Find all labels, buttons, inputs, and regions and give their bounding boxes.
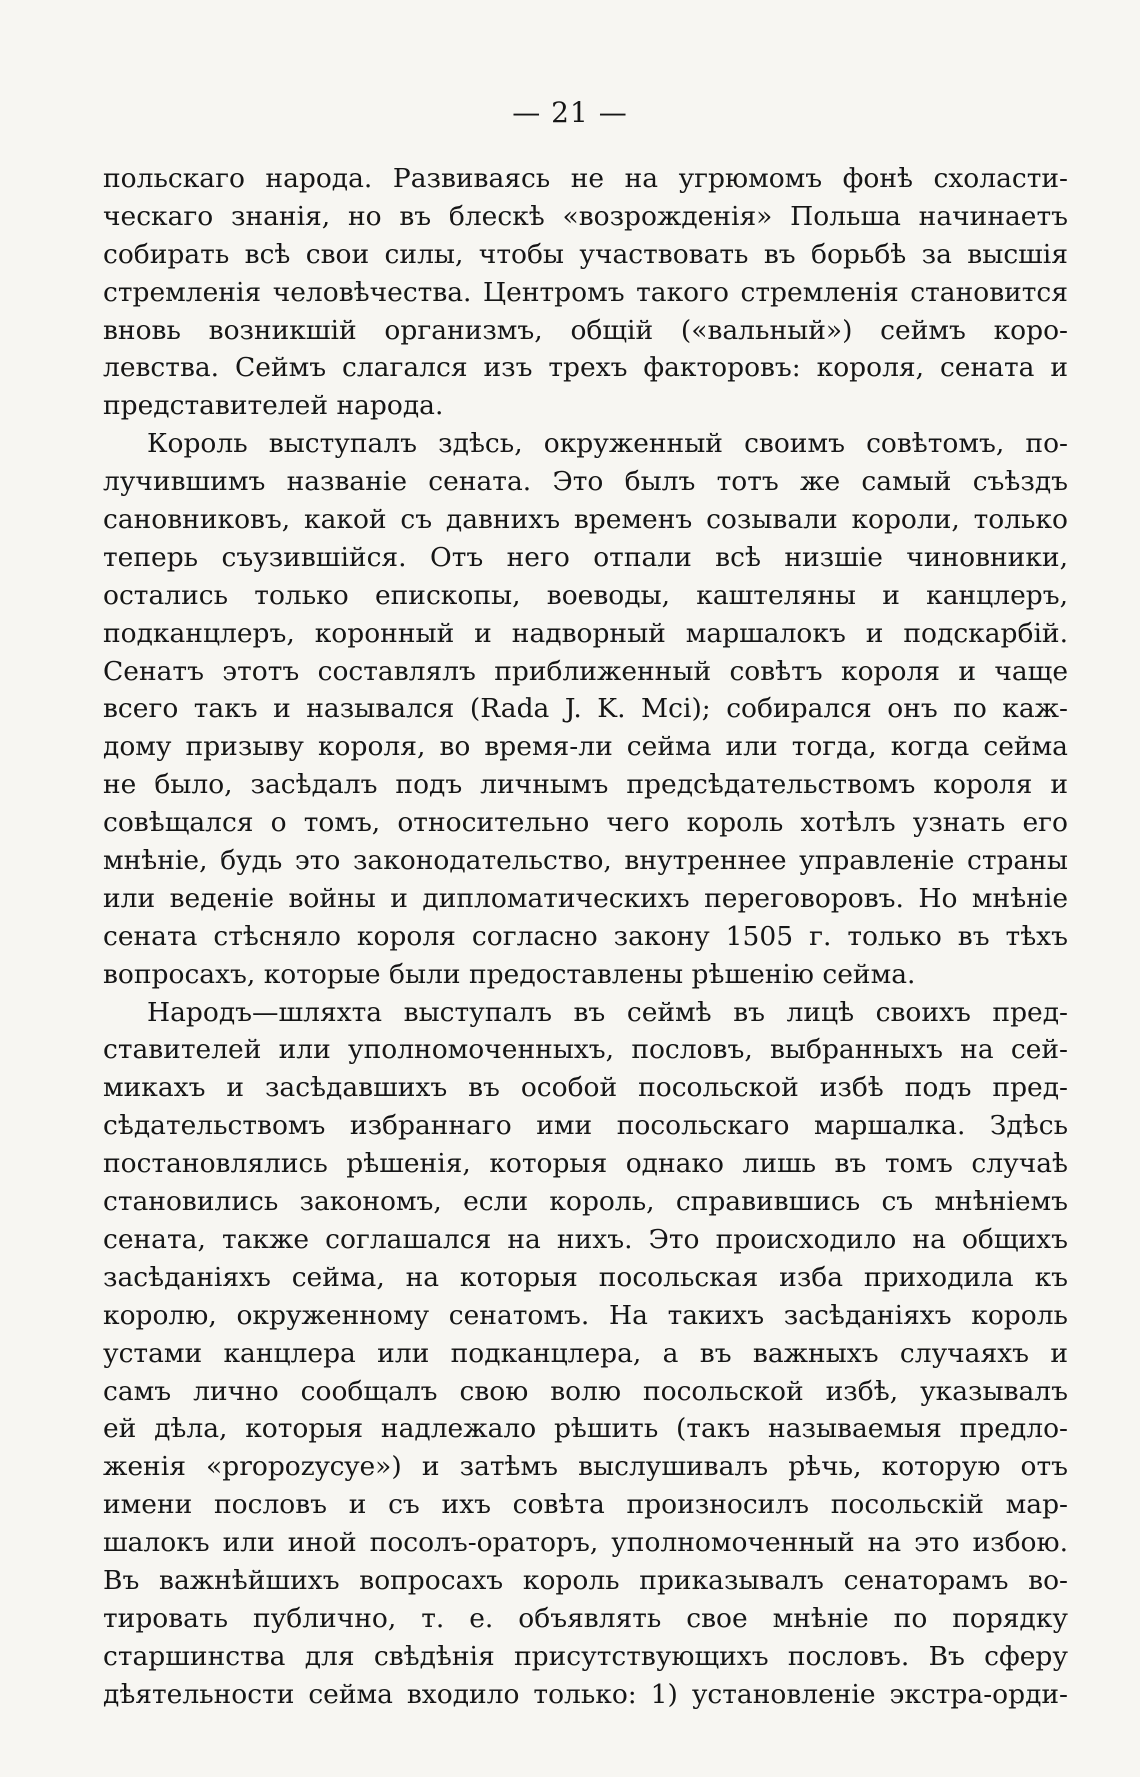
text-line: постановлялись рѣшенія, которыя однако лишь въ томъ случаѣ [103, 1148, 1068, 1180]
text-line: ческаго знанія, но въ блескѣ «возрожденія» Польша начинаетъ [103, 200, 1068, 232]
text-line: польскаго народа. Развиваясь не на угрюмомъ фонѣ схоласти- [103, 163, 1068, 194]
text-line: сѣдательствомъ избраннаго ими посольскаго маршалка. Здѣсь [103, 1110, 1068, 1142]
text-line: Въ важнѣйшихъ вопросахъ король приказывалъ сенаторамъ во- [103, 1564, 1068, 1596]
text-line: старшинства для свѣдѣнія присутствующихъ пословъ. Въ сферу [103, 1640, 1068, 1672]
text-line: вновь возникшій организмъ, общій («вальный») сеймъ коро- [103, 314, 1068, 346]
text-line: Король выступалъ здѣсь, окруженный своимъ совѣтомъ, по- [147, 428, 1068, 460]
text-line: микахъ и засѣдавшихъ въ особой посольской избѣ подъ пред- [103, 1072, 1068, 1104]
text-line: Сенатъ этотъ составлялъ приближенный совѣтъ короля и чаще [103, 655, 1068, 687]
text-line: вопросахъ, которые были предоставлены рѣшенію сейма. [103, 958, 916, 990]
text-line: Народъ—шляхта выступалъ въ сеймѣ въ лицѣ своихъ пред- [147, 996, 1068, 1028]
text-line: устами канцлера или подканцлера, а въ важныхъ случаяхъ и [103, 1337, 1068, 1369]
text-line: ей дѣла, которыя надлежало рѣшить (такъ называемыя предло- [103, 1413, 1068, 1445]
text-line: тировать публично, т. е. объявлять свое мнѣніе по порядку [103, 1602, 1068, 1634]
text-line: самъ лично сообщалъ свою волю посольской избѣ, указывалъ [103, 1375, 1068, 1407]
body-text [103, 160, 1068, 1714]
text-line: женія «propozycye») и затѣмъ выслушивалъ рѣчь, которую отъ [103, 1451, 1068, 1483]
text-line: представителей народа. [103, 390, 444, 422]
text-line: дому призыву короля, во время-ли сейма или тогда, когда сейма [103, 731, 1068, 763]
text-line: левства. Сеймъ слагался изъ трехъ факторовъ: короля, сената и [103, 352, 1068, 384]
text-line: не было, засѣдалъ подъ личнымъ предсѣдательствомъ короля и [103, 769, 1068, 801]
paragraph-2 [103, 425, 1068, 993]
text-line: собирать всѣ свои силы, чтобы участвовать въ борьбѣ за высшія [103, 238, 1068, 270]
text-line: или веденіе войны и дипломатическихъ переговоровъ. Но мнѣніе [103, 882, 1068, 914]
text-line: сената стѣсняло короля согласно закону 1505 г. только въ тѣхъ [103, 920, 1068, 952]
text-line: шалокъ или иной посолъ-ораторъ, уполномоченный на это избою. [103, 1527, 1068, 1559]
text-line: теперь съузившійся. Отъ него отпали всѣ низшіе чиновники, [103, 541, 1068, 573]
text-line: совѣщался о томъ, относительно чего король хотѣлъ узнать его [103, 807, 1068, 839]
text-line: имени пословъ и съ ихъ совѣта произносилъ посольскій мар- [103, 1489, 1068, 1521]
text-line: остались только епископы, воеводы, каштеляны и канцлеръ, [103, 579, 1068, 611]
text-line: засѣданіяхъ сейма, на которыя посольская изба приходила къ [103, 1261, 1068, 1293]
text-line: сановниковъ, какой съ давнихъ временъ созывали короли, только [103, 504, 1068, 536]
text-line: становились закономъ, если король, справившись съ мнѣніемъ [103, 1186, 1068, 1218]
text-line: всего такъ и назывался (Rada J. K. Mci); собирался онъ по каж- [103, 693, 1068, 725]
paragraph-1 [103, 160, 1068, 425]
text-line: сената, также соглашался на нихъ. Это происходило на общихъ [103, 1223, 1068, 1255]
page-number: — 21 — [512, 96, 628, 129]
text-line: лучившимъ названіе сената. Это былъ тотъ же самый съѣздъ [103, 466, 1068, 498]
paragraph-3 [103, 994, 1068, 1714]
text-line: королю, окруженному сенатомъ. На такихъ засѣданіяхъ король [103, 1299, 1068, 1331]
text-line: подканцлеръ, коронный и надворный маршалокъ и подскарбій. [103, 617, 1068, 649]
text-line: дѣятельности сейма входило только: 1) установленіе экстра-орди- [103, 1678, 1068, 1710]
text-line: стремленія человѣчества. Центромъ такого стремленія становится [103, 276, 1068, 308]
text-line: ставителей или уполномоченныхъ, пословъ, выбранныхъ на сей- [103, 1034, 1068, 1066]
text-line: мнѣніе, будь это законодательство, внутреннее управленіе страны [103, 845, 1068, 877]
